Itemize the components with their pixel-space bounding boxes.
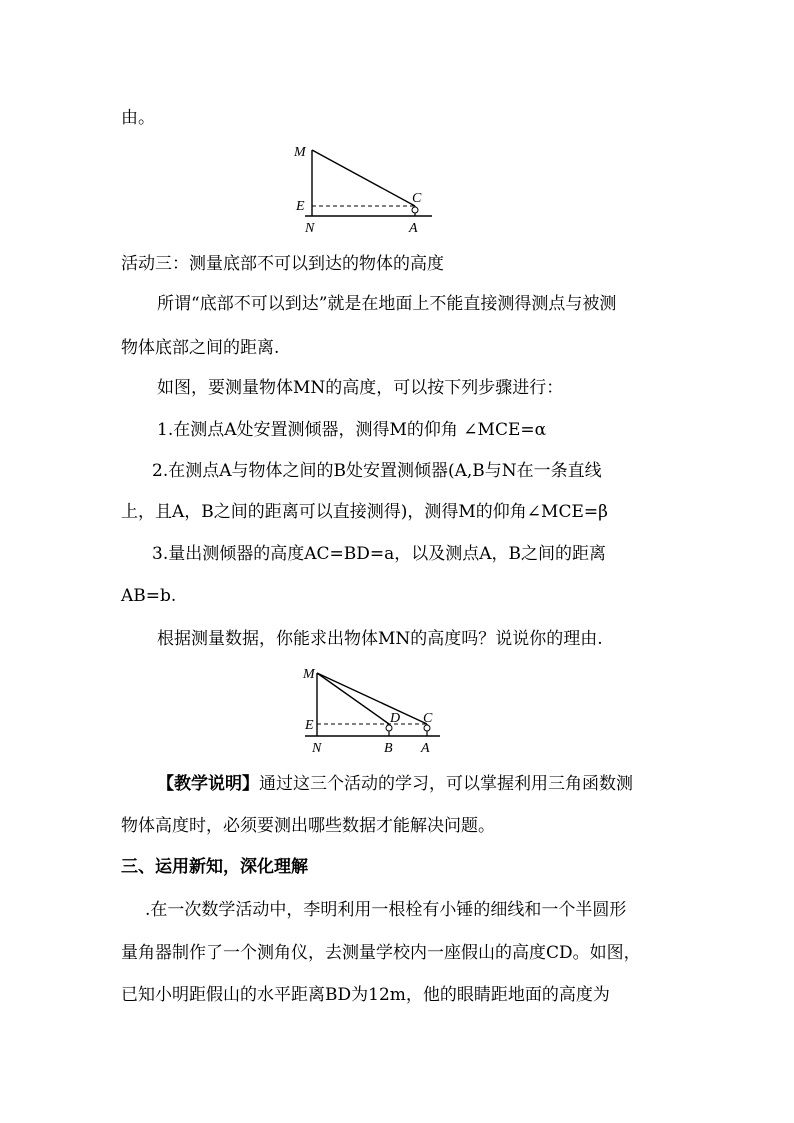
teaching-note-line2: 物体高度时，必须要测出哪些数据才能解决问题。 bbox=[121, 816, 495, 836]
section3-line3: 已知小明距假山的水平距离BD为12m，他的眼睛距地面的高度为 bbox=[121, 985, 610, 1005]
activity3-step2-line2: 上，且A，B之间的距离可以直接测得)，测得M的仰角∠MCE=β bbox=[121, 502, 608, 522]
section3-line1: .在一次数学活动中，李明利用一根栓有小锤的细线和一个半圆形 bbox=[145, 900, 627, 920]
sight-line-mc bbox=[312, 150, 415, 206]
activity3-para1-line2: 物体底部之间的距离. bbox=[121, 338, 280, 358]
label-e: E bbox=[296, 199, 305, 214]
teaching-note-text: 通过这三个活动的学习，可以掌握利用三角函数测 bbox=[259, 774, 633, 794]
activity3-step1: 1.在测点A处安置测倾器，测得M的仰角 ∠MCE=α bbox=[157, 420, 547, 440]
figure-2-diagram bbox=[290, 661, 450, 761]
section3-line2: 量角器制作了一个测角仪，去测量学校内一座假山的高度CD。如图， bbox=[121, 943, 641, 963]
section3-heading: 三、运用新知，深化理解 bbox=[121, 857, 308, 877]
label-m: M bbox=[303, 667, 315, 682]
activity3-title: 活动三：测量底部不可以到达的物体的高度 bbox=[121, 254, 444, 274]
activity3-step2-line1: 2.在测点A与物体之间的B处安置测倾器(A,B与N在一条直线 bbox=[152, 461, 602, 481]
label-n: N bbox=[312, 741, 322, 756]
activity3-question: 根据测量数据，你能求出物体MN的高度吗？说说你的理由. bbox=[157, 629, 603, 649]
label-n: N bbox=[305, 221, 315, 236]
activity3-intro: 如图，要测量物体MN的高度，可以按下列步骤进行： bbox=[157, 378, 564, 398]
label-c: C bbox=[423, 711, 433, 726]
sight-line-md bbox=[317, 673, 389, 724]
teaching-note-tag: 【教学说明】 bbox=[157, 774, 259, 794]
label-a: A bbox=[421, 741, 430, 756]
sight-line-mc bbox=[317, 673, 427, 724]
label-m: M bbox=[294, 145, 306, 160]
activity3-step3-line2: AB=b. bbox=[121, 586, 177, 606]
label-e: E bbox=[305, 718, 314, 733]
label-a: A bbox=[409, 221, 418, 236]
label-c: C bbox=[412, 191, 422, 206]
label-d: D bbox=[390, 711, 401, 726]
label-b: B bbox=[384, 741, 393, 756]
teaching-note-line1 bbox=[157, 772, 633, 796]
figure-1-diagram bbox=[290, 140, 450, 240]
instrument-c bbox=[412, 207, 418, 213]
activity3-step3-line1: 3.量出测倾器的高度AC=BD=a，以及测点A，B之间的距离 bbox=[152, 544, 607, 564]
activity3-para1-line1: 所谓“底部不可以到达”就是在地面上不能直接测得测点与被测 bbox=[157, 294, 617, 314]
top-fragment: 由。 bbox=[121, 108, 155, 128]
